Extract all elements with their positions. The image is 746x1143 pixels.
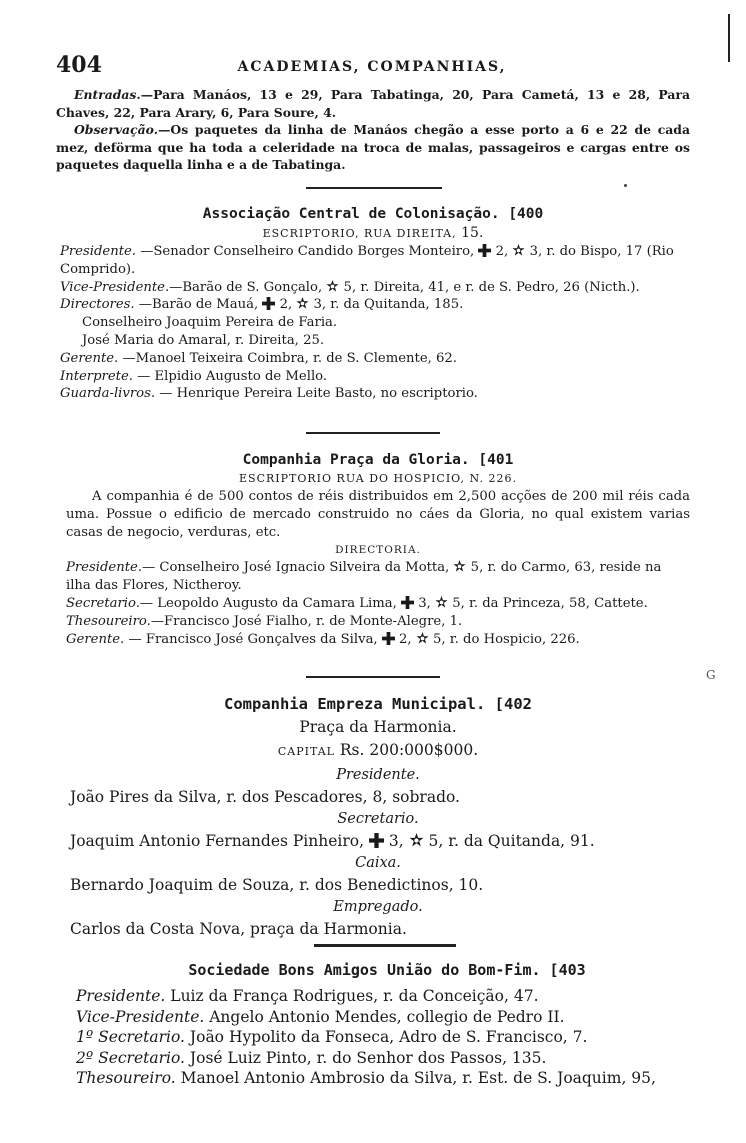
municipal-secretario-label: Secretario. [337, 811, 419, 827]
section-divider [306, 187, 442, 189]
page-number: 404 [56, 52, 102, 78]
associacao-office: ESCRIPTORIO, RUA DIREITA, 15. [262, 225, 484, 241]
section-divider [306, 676, 440, 678]
star-icon [409, 833, 424, 848]
bons-amigos-1-secretario: 1º Secretario. João Hypolito da Fonseca, Adro de S. Francisco, 7. [76, 1028, 588, 1046]
bons-amigos-title: Sociedade Bons Amigos União do Bom-Fim. [403 [188, 961, 586, 979]
cross-icon [401, 596, 414, 609]
star-icon [512, 244, 525, 257]
associacao-guarda-livros: Guarda-livros. — Henrique Pereira Leite Basto, no escriptorio. [60, 386, 478, 402]
running-title: ACADEMIAS, COMPANHIAS, [237, 59, 507, 75]
star-icon [453, 560, 466, 573]
gloria-gerente: Gerente. — Francisco José Gonçalves da Silva, 2, 5, r. do Hospicio, 226. [66, 631, 580, 647]
associacao-vice-presidente: Vice-Presidente.—Barão de S. Gonçalo, 5, r. Direita, 41, e r. de S. Pedro, 26 (Nicth.). [60, 279, 640, 295]
entradas-text: —Para Manáos, 13 e 29, Para Tabatinga, 20, Para Cametá, 13 e 28, Para Chaves, 22, Para Arary, 6, Para Soure, 4. [56, 87, 690, 120]
bons-amigos-section [76, 960, 698, 1089]
bons-amigos-vice-presidente: Vice-Presidente. Angelo Antonio Mendes, collegio de Pedro II. [76, 1007, 565, 1026]
municipal-empregado-label: Empregado. [333, 899, 423, 915]
associacao-number: [400 [508, 206, 544, 222]
municipal-section [70, 692, 686, 940]
section-divider [314, 944, 456, 947]
gloria-directoria-label: DIRECTORIA. [335, 544, 421, 557]
municipal-presidente: João Pires da Silva, r. dos Pescadores, 8, sobrado. [70, 788, 460, 806]
associacao-director-line: Conselheiro Joaquim Pereira de Faria. [82, 315, 338, 331]
municipal-location: Praça da Harmonia. [299, 718, 457, 736]
cross-icon [478, 244, 491, 257]
associacao-director-line: José Maria do Amaral, r. Direita, 25. [82, 332, 325, 348]
gloria-secretario: Secretario.— Leopoldo Augusto da Camara Lima, 3, 5, r. da Princeza, 58, Cattete. [66, 595, 648, 611]
associacao-title: Associação Central de Colonisação. [400 [202, 206, 544, 222]
gloria-section [66, 450, 690, 648]
gloria-number: [401 [478, 452, 514, 468]
municipal-caixa: Bernardo Joaquim de Souza, r. dos Benedictinos, 10. [70, 876, 484, 894]
cross-icon [382, 632, 395, 645]
cross-icon [369, 833, 384, 848]
municipal-caixa-label: Caixa. [355, 855, 401, 871]
stray-mark: G [706, 668, 716, 682]
page-header [56, 52, 688, 82]
star-icon [416, 632, 429, 645]
associacao-section [60, 204, 686, 403]
gloria-thesoureiro: Thesoureiro.—Francisco José Fialho, r. de Monte-Alegre, 1. [66, 613, 463, 629]
cross-icon [262, 297, 275, 310]
municipal-empregado: Carlos da Costa Nova, praça da Harmonia. [70, 920, 407, 938]
gloria-paragraph: A companhia é de 500 contos de réis distribuidos em 2,500 acções de 200 mil réis cada uma. Possue o edificio de mercado construido no cáes da Gloria, no qual existem varias casas de negocio, verduras, etc. [66, 489, 690, 540]
municipal-presidente-label: Presidente. [336, 767, 420, 783]
star-icon [296, 297, 309, 310]
intro-section [56, 86, 690, 174]
municipal-number: [402 [494, 695, 532, 713]
bons-amigos-presidente: Presidente. Luiz da França Rodrigues, r. da Conceição, 47. [76, 987, 539, 1005]
section-divider [306, 432, 440, 434]
observacao-paragraph [56, 121, 690, 174]
gloria-presidente: Presidente.— Conselheiro José Ignacio Silveira da Motta, 5, r. do Carmo, 63, reside na ilha das Flores, Nictheroy. [66, 560, 662, 594]
entradas-label: Entradas. [74, 87, 141, 102]
gloria-title: Companhia Praça da Gloria. [401 [242, 452, 514, 468]
star-icon [326, 280, 339, 293]
observacao-text: —Os paquetes da linha de Manáos chegão a esse porto a 6 e 22 de cada mez, deförma que ha toda a celeridade na troca de malas, passageiros e cargas entre os paquetes daquella linha e a de Tabatinga. [56, 122, 690, 172]
associacao-interprete: Interprete. — Elpidio Augusto de Mello. [60, 368, 328, 384]
municipal-title: Companhia Empreza Municipal. [402 [224, 695, 532, 713]
bons-amigos-2-secretario: 2º Secretario. José Luiz Pinto, r. do Senhor dos Passos, 135. [76, 1048, 547, 1067]
entradas-paragraph [56, 86, 690, 121]
municipal-secretario: Joaquim Antonio Fernandes Pinheiro, 3, 5, r. da Quitanda, 91. [70, 832, 595, 850]
bons-amigos-number: [403 [549, 961, 586, 979]
star-icon [435, 596, 448, 609]
municipal-capital: CAPITAL Rs. 200:000$000. [277, 741, 479, 759]
ink-speck [624, 184, 627, 187]
page-edge-line [728, 14, 730, 62]
associacao-presidente: Presidente. —Senador Conselheiro Candido Borges Monteiro, 2, 3, r. do Bispo, 17 (Rio Comprido). [60, 244, 674, 277]
gloria-office: ESCRIPTORIO RUA DO HOSPICIO, N. 226. [239, 472, 517, 485]
observacao-label: Observação. [74, 122, 159, 137]
associacao-gerente: Gerente. —Manoel Teixeira Coimbra, r. de S. Clemente, 62. [60, 350, 457, 366]
associacao-directores: Directores. —Barão de Mauá, 2, 3, r. da Quitanda, 185. [60, 297, 464, 313]
bons-amigos-thesoureiro: Thesoureiro. Manoel Antonio Ambrosio da Silva, r. Est. de S. Joaquim, 95, [76, 1069, 656, 1087]
